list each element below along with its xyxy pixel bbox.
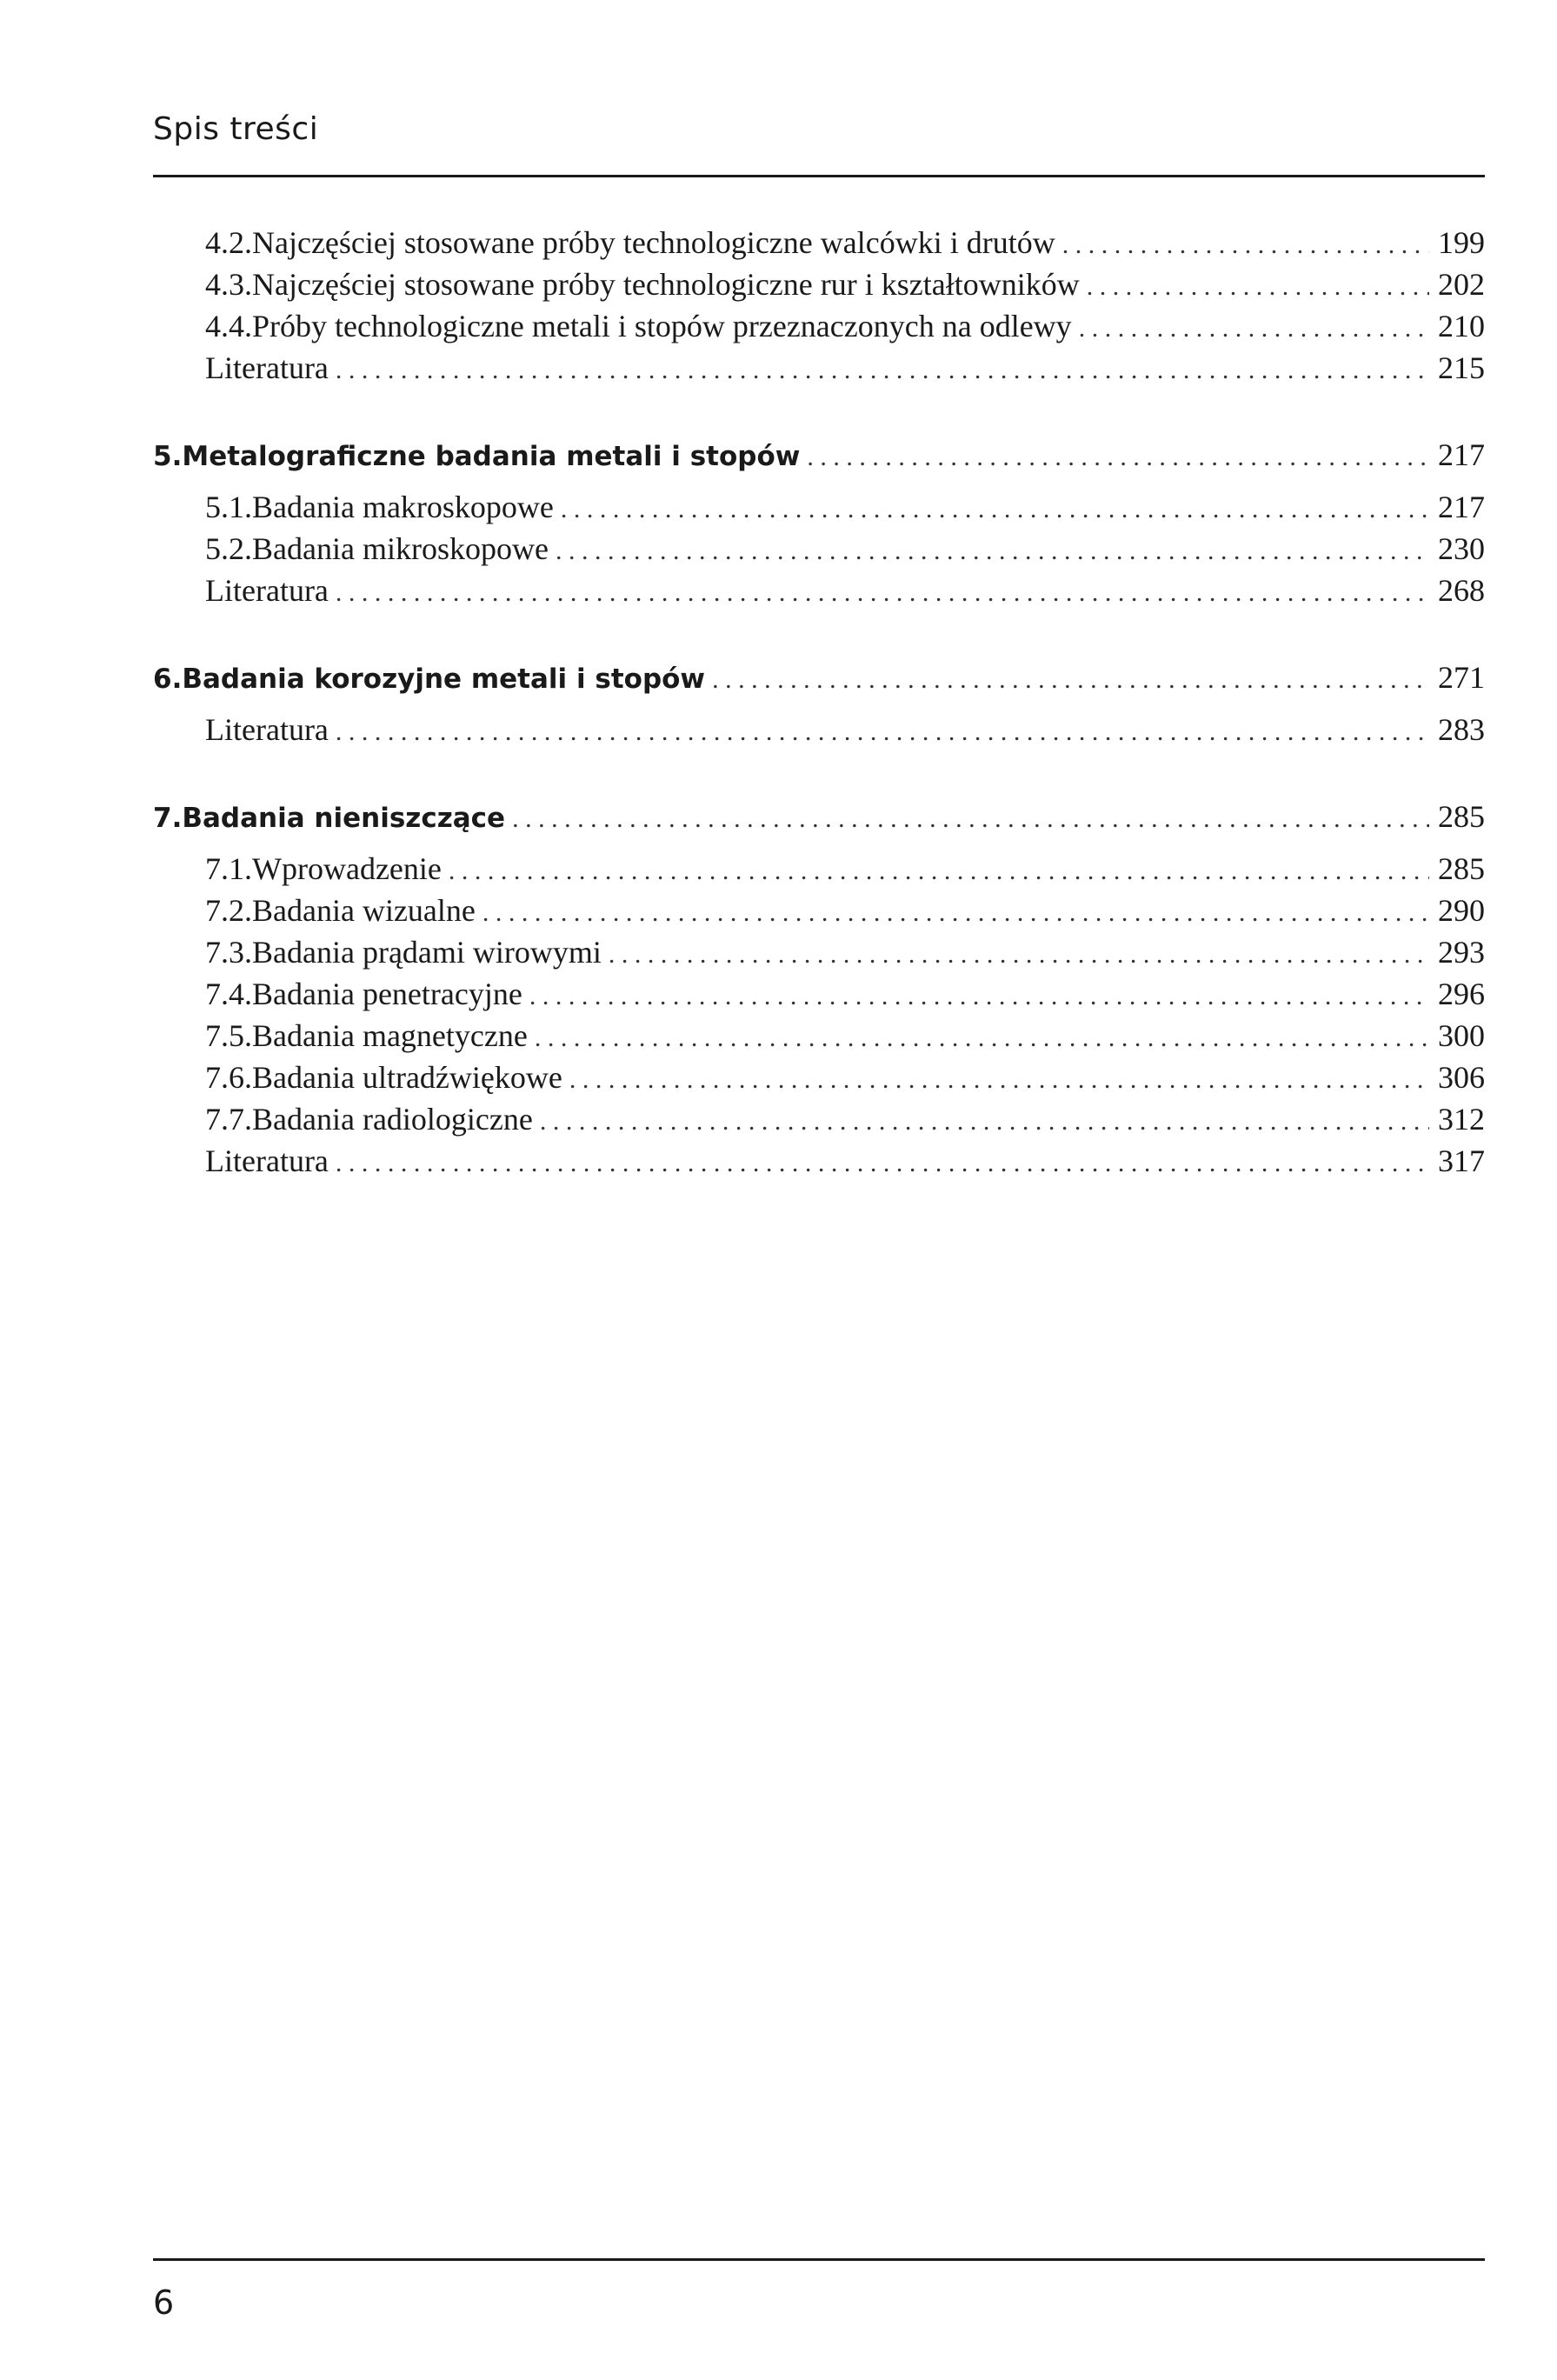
toc-entry-title: Literatura <box>205 1143 329 1178</box>
toc-entry-page: 268 <box>1438 573 1485 608</box>
toc-chapter[interactable] <box>153 437 1485 478</box>
toc-entry-literature[interactable] <box>153 350 1485 391</box>
toc-entry-page: 210 <box>1438 309 1485 343</box>
toc-entry-title: Badania mikroskopowe <box>252 531 549 566</box>
toc-entry-title: Badania prądami wirowymi <box>252 935 602 970</box>
toc-chapter-title: Badania korozyjne metali i stopów <box>182 663 706 695</box>
toc-entry-number: 4.2. <box>205 225 252 260</box>
dot-leader <box>1079 314 1429 343</box>
dot-leader <box>540 1107 1429 1137</box>
toc-entry-literature[interactable] <box>153 1143 1485 1184</box>
toc-entry-title: Literatura <box>205 350 329 385</box>
toc-entry[interactable] <box>153 976 1485 1017</box>
page-header-title: Spis treści <box>153 111 319 147</box>
toc-entry-title: Badania makroskopowe <box>252 490 554 524</box>
toc-entry[interactable] <box>153 224 1485 266</box>
toc-entry[interactable] <box>153 1017 1485 1059</box>
toc-entry[interactable] <box>153 308 1485 350</box>
toc-chapter-title: Badania nieniszczące <box>182 803 506 834</box>
toc-chapter-number: 6. <box>153 663 183 695</box>
toc-entry-title: Badania wizualne <box>252 893 476 928</box>
dot-leader <box>512 804 1429 834</box>
toc-entry-page: 293 <box>1438 935 1485 970</box>
dot-leader <box>556 537 1429 566</box>
toc-entry-page: 290 <box>1438 893 1485 928</box>
toc-entry[interactable] <box>153 1101 1485 1143</box>
dot-leader <box>561 495 1429 524</box>
toc-entry[interactable] <box>153 934 1485 976</box>
toc-entry-number: 7.5. <box>205 1018 252 1053</box>
toc-entry-title: Badania penetracyjne <box>252 977 522 1011</box>
page-number: 6 <box>153 2283 175 2322</box>
footer-divider <box>153 2258 1485 2261</box>
toc-entry-number: 7.4. <box>205 977 252 1011</box>
toc-entry[interactable] <box>153 530 1485 572</box>
toc-chapter-number: 7. <box>153 803 183 834</box>
toc-entry-number: 7.3. <box>205 935 252 970</box>
toc-chapter[interactable] <box>153 659 1485 701</box>
dot-leader <box>336 1149 1429 1178</box>
dot-leader <box>529 982 1429 1011</box>
toc-entry[interactable] <box>153 850 1485 892</box>
toc-entry-page: 283 <box>1438 712 1485 747</box>
toc-entry-page: 271 <box>1438 660 1485 695</box>
toc-entry-page: 215 <box>1438 350 1485 385</box>
toc-entry-number: 4.3. <box>205 267 252 302</box>
dot-leader <box>336 717 1429 747</box>
dot-leader <box>449 857 1429 886</box>
toc-chapter-number: 5. <box>153 441 183 472</box>
toc-entry-page: 230 <box>1438 531 1485 566</box>
toc-entry-title: Badania radiologiczne <box>252 1102 533 1137</box>
toc-entry-number: 7.2. <box>205 893 252 928</box>
dot-leader <box>336 578 1429 608</box>
toc-entry-page: 306 <box>1438 1060 1485 1095</box>
header-divider <box>153 175 1485 177</box>
toc-entry-page: 300 <box>1438 1018 1485 1053</box>
toc-entry[interactable] <box>153 266 1485 308</box>
dot-leader <box>609 940 1429 970</box>
toc-entry-title: Próby technologiczne metali i stopów przeznaczonych na odlewy <box>252 309 1072 343</box>
toc-entry-title: Literatura <box>205 573 329 608</box>
toc-entry[interactable] <box>153 1059 1485 1101</box>
toc-entry[interactable] <box>153 489 1485 530</box>
dot-leader <box>807 443 1429 472</box>
toc-entry-title: Wprowadzenie <box>252 851 442 886</box>
dot-leader <box>569 1065 1429 1095</box>
toc-entry-page: 317 <box>1438 1143 1485 1178</box>
toc-entry-page: 312 <box>1438 1102 1485 1137</box>
toc-entry-title: Najczęściej stosowane próby technologiczne walcówki i drutów <box>252 225 1055 260</box>
toc-entry-page: 285 <box>1438 851 1485 886</box>
toc-chapter[interactable] <box>153 798 1485 840</box>
toc-entry-number: 5.1. <box>205 490 252 524</box>
toc-entry-number: 7.1. <box>205 851 252 886</box>
toc-entry-page: 285 <box>1438 799 1485 834</box>
dot-leader <box>336 356 1429 385</box>
toc-entry-number: 7.7. <box>205 1102 252 1137</box>
toc-entry-title: Badania magnetyczne <box>252 1018 528 1053</box>
dot-leader <box>1062 230 1429 260</box>
toc-entry-number: 7.6. <box>205 1060 252 1095</box>
dot-leader <box>482 898 1429 928</box>
dot-leader <box>535 1023 1429 1053</box>
toc-entry[interactable] <box>153 892 1485 934</box>
dot-leader <box>712 665 1429 695</box>
toc-entry-number: 5.2. <box>205 531 252 566</box>
toc-entry-page: 202 <box>1438 267 1485 302</box>
toc-entry-page: 217 <box>1438 437 1485 472</box>
toc-entry-literature[interactable] <box>153 711 1485 753</box>
toc-entry-page: 217 <box>1438 490 1485 524</box>
toc-entry-title: Literatura <box>205 712 329 747</box>
dot-leader <box>1087 272 1429 302</box>
toc-chapter-title: Metalograficzne badania metali i stopów <box>182 441 801 472</box>
toc-entry-title: Najczęściej stosowane próby technologiczne rur i kształtowników <box>252 267 1080 302</box>
toc-entry-number: 4.4. <box>205 309 252 343</box>
toc-entry-literature[interactable] <box>153 572 1485 614</box>
toc-entry-title: Badania ultradźwiękowe <box>252 1060 562 1095</box>
toc-entry-page: 296 <box>1438 977 1485 1011</box>
toc-entry-page: 199 <box>1438 225 1485 260</box>
